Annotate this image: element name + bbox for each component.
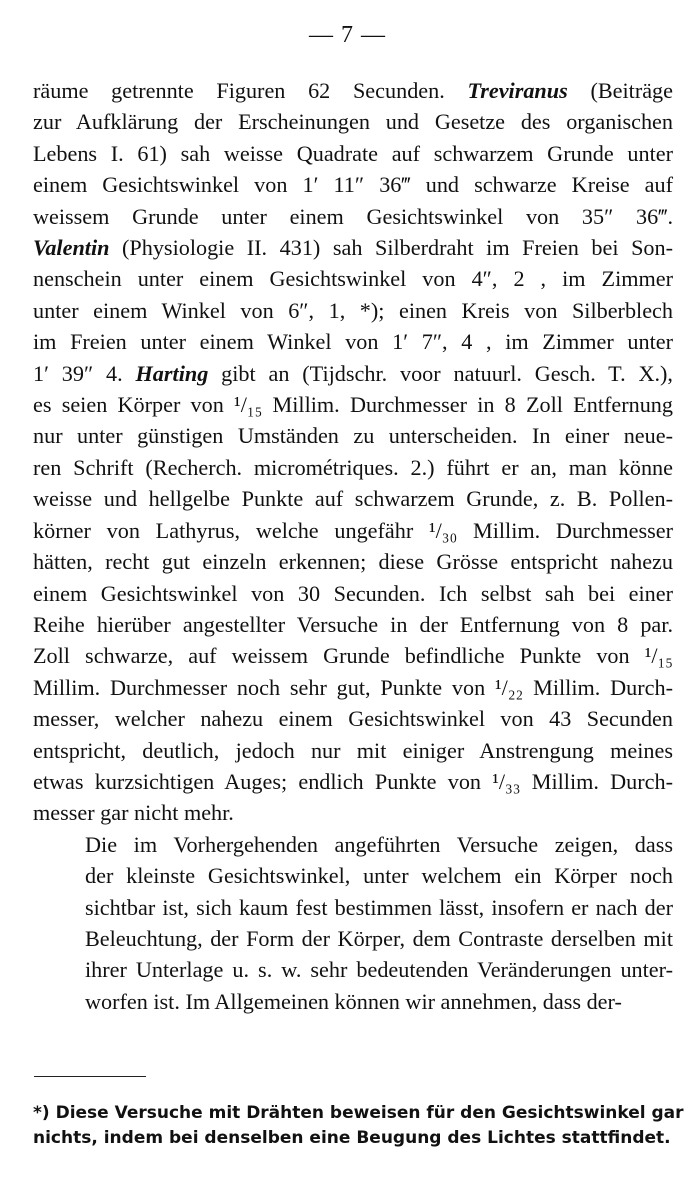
- paragraph1-line: Lebens I. 61) sah weisse Quadrate auf schwarzem Grunde unter: [33, 140, 673, 166]
- paragraph1-line: weisse und hellgelbe Punkte auf schwarzem Grunde, z. B. Pollen-: [33, 486, 673, 512]
- paragraph1-line: weissem Grunde unter einem Gesichtswinkel von 35″ 36‴.: [33, 203, 673, 229]
- footnote-rule: [34, 1076, 146, 1077]
- paragraph1-line: einem Gesichtswinkel von 30 Secunden. Ich selbst sah bei einer: [33, 580, 673, 606]
- paragraph1-line: ren Schrift (Recherch. micrométriques. 2.) führt er an, man könne: [33, 454, 673, 480]
- paragraph1-line: körner von Lathyrus, welche ungefähr ¹/₃₀ Millim. Durchmesser: [33, 517, 673, 543]
- paragraph1-line: es seien Körper von ¹/₁₅ Millim. Durchmesser in 8 Zoll Entfernung: [33, 392, 673, 418]
- body-text: [33, 75, 673, 1017]
- paragraph1-line: Valentin (Physiologie II. 431) sah Silberdraht im Freien bei Son-: [33, 235, 673, 261]
- paragraph1-line: nenschein unter einem Gesichtswinkel von 4″, 2 , im Zimmer: [33, 266, 673, 292]
- footnote: [33, 1101, 684, 1151]
- paragraph1-line: im Freien unter einem Winkel von 1′ 7″, 4 , im Zimmer unter: [33, 329, 673, 355]
- paragraph1-line: Zoll schwarze, auf weissem Grunde befindliche Punkte von ¹/₁₅: [33, 643, 673, 669]
- paragraph1-line: messer, welcher nahezu einem Gesichtswinkel von 43 Secunden: [33, 706, 673, 732]
- paragraph1-line: hätten, recht gut einzeln erkennen; diese Grösse entspricht nahezu: [33, 549, 673, 575]
- paragraph1-line: räume getrennte Figuren 62 Secunden. Treviranus (Beiträge: [33, 78, 674, 103]
- paragraph1-line: unter einem Winkel von 6″, 1, *); einen Kreis von Silberblech: [33, 297, 673, 323]
- paragraph1-line: entspricht, deutlich, jedoch nur mit einiger Anstrengung meines: [33, 737, 673, 763]
- paragraph1-line: einem Gesichtswinkel von 1′ 11″ 36‴ und schwarze Kreise auf: [33, 172, 673, 198]
- paragraph1-line: messer gar nicht mehr.: [33, 800, 234, 826]
- paragraph1-line: zur Aufklärung der Erscheinungen und Gesetze des organischen: [33, 109, 673, 135]
- paragraph-2: [33, 829, 673, 1017]
- paragraph2-line: ihrer Unterlage u. s. w. sehr bedeutenden Veränderungen unter-: [85, 957, 673, 983]
- paragraph1-line: etwas kurzsichtigen Auges; endlich Punkte von ¹/₃₃ Millim. Durch-: [33, 768, 673, 794]
- paragraph1-line: Reihe hierüber angestellter Versuche in der Entfernung von 8 par.: [33, 611, 673, 637]
- paragraph1-line: Millim. Durchmesser noch sehr gut, Punkte von ¹/₂₂ Millim. Durch-: [33, 674, 673, 700]
- footnote-line: nichts, indem bei denselben eine Beugung des Lichtes stattfindet.: [33, 1128, 671, 1148]
- footnote-line: *) Diese Versuche mit Drähten beweisen für den Gesichtswinkel gar: [33, 1103, 684, 1123]
- paragraph1-line: nur unter günstigen Umständen zu unterscheiden. In einer neue-: [33, 423, 673, 449]
- page-number: — 7 —: [309, 22, 386, 48]
- paragraph2-line: der kleinste Gesichtswinkel, unter welchem ein Körper noch: [85, 863, 673, 889]
- paragraph2-line: Beleuchtung, der Form der Körper, dem Contraste derselben mit: [85, 925, 673, 951]
- paragraph2-line: worfen ist. Im Allgemeinen können wir annehmen, dass der-: [85, 988, 622, 1014]
- paragraph2-line: Die im Vorhergehenden angeführten Versuche zeigen, dass: [85, 831, 673, 857]
- paragraph2-line: sichtbar ist, sich kaum fest bestimmen lässt, insofern er nach der: [85, 894, 673, 920]
- paragraph-1: [33, 75, 673, 829]
- paragraph1-line: 1′ 39″ 4. Harting gibt an (Tijdschr. voor natuurl. Gesch. T. X.),: [33, 360, 673, 386]
